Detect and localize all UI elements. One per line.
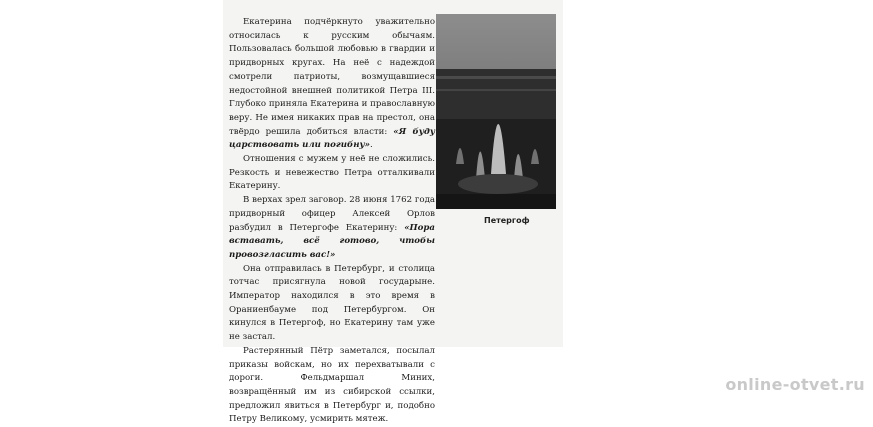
paragraph-1: Екатерина подчёркнуто уважительно относилась к русским обычаям. Пользовалась большой любовью в гвардии и придворных кругах. На неё с надеждой смотрели патриоты, возмущавшиеся недостойной внешней политикой Петра III. Глубоко приняла Екатерина и православную веру. Не имея никаких прав на престол, она твёрдо решила добиться власти: «Я буду царствовать или погибну».: [229, 17, 435, 151]
fountain-photo: [436, 14, 556, 209]
textbook-page: [223, 0, 563, 425]
paragraph-3: В верхах зрел заговор. 28 июня 1762 года придворный офицер Алексей Орлов разбудил в Петергофе Екатерину: «Пора вставать, всё готово, чтобы провозгласить вас!»: [229, 195, 435, 260]
paragraph-4: Она отправилась в Петербург, и столица тотчас присягнула новой государыне. Император находился в это время в Ораниенбауме под Петербургом. Он кинулся в Петергоф, но Екатерину там уже не застал.: [229, 263, 435, 343]
photo-caption: Петергоф: [484, 216, 530, 225]
paragraph-2: Отношения с мужем у неё не сложились. Резкость и невежество Петра отталкивали Екатерину.: [229, 154, 435, 192]
body-text: [229, 16, 435, 427]
watermark: online-otvet.ru: [725, 375, 865, 394]
paragraph-5: Растерянный Пётр заметался, посылал приказы войскам, но их перехватывали с дороги. Фельдмаршал Миних, возвращённый им из сибирской ссылки, предложил явиться в Петербург и, подобно Петру Великому, усмирить мятеж.: [229, 345, 435, 425]
